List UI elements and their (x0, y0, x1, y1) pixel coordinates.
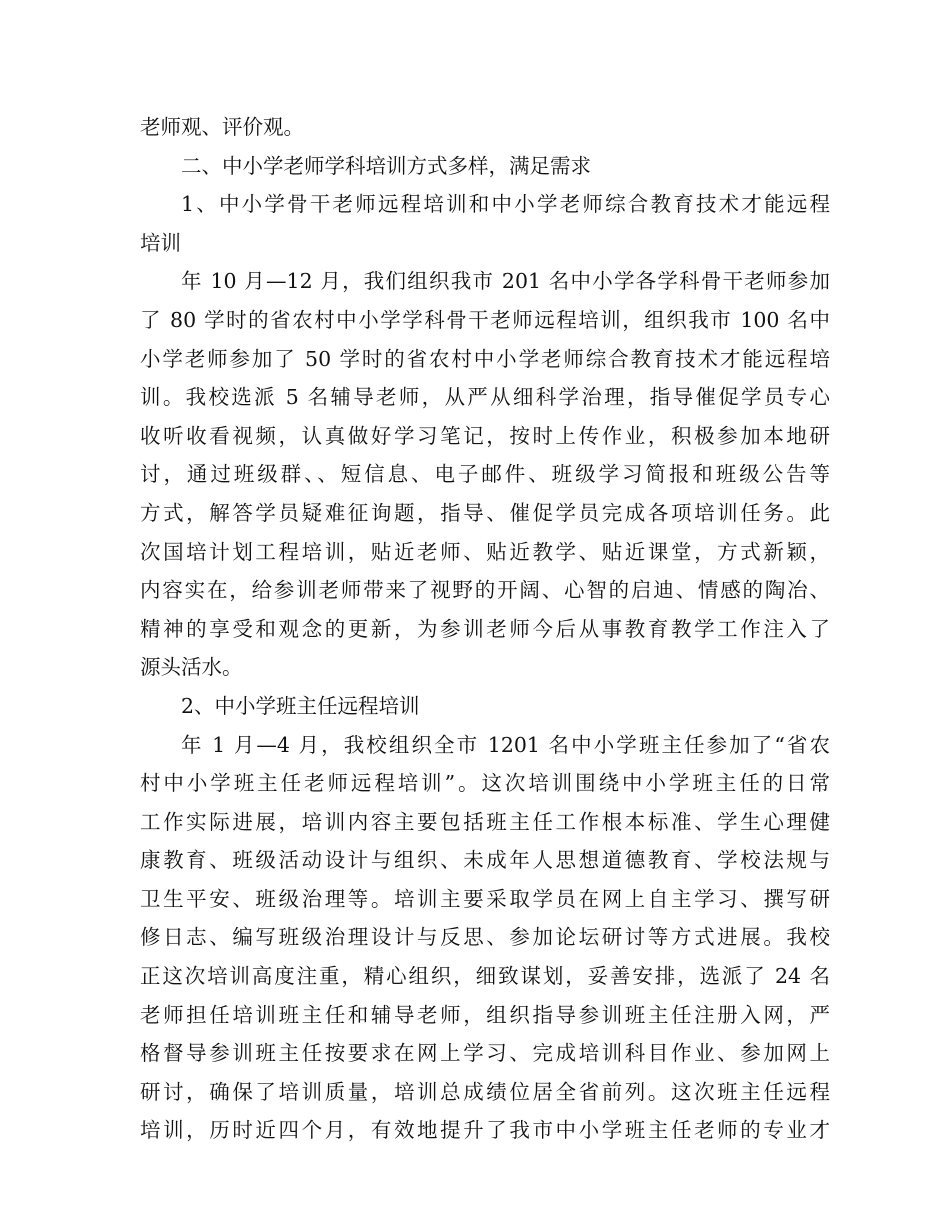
paragraph-line: 工作实际进展，培训内容主要包括班主任工作根本标准、学生心理健 (140, 809, 830, 834)
subsection-heading: 1、中小学骨干老师远程培训和中小学老师综合教育技术才能远程 (181, 192, 830, 217)
section-heading: 二、中小学老师学科培训方式多样，满足需求 (181, 153, 591, 178)
paragraph-line: 正这次培训高度注重，精心组织，细致谋划，妥善安排，选派了 24 名 (140, 964, 830, 989)
paragraph-line: 精神的享受和观念的更新，为参训老师今后从事教育教学工作注入了 (140, 616, 830, 641)
paragraph-line: 收听收看视频，认真做好学习笔记，按时上传作业，积极参加本地研 (140, 423, 830, 448)
paragraph-line: 研讨，确保了培训质量，培训总成绩位居全省前列。这次班主任远程 (140, 1079, 830, 1104)
paragraph-line: 小学老师参加了 50 学时的省农村中小学老师综合教育技术才能远程培 (140, 346, 830, 371)
paragraph-line: 格督导参训班主任按要求在网上学习、完成培训科目作业、参加网上 (140, 1041, 830, 1066)
paragraph-line: 训。我校选派 5 名辅导老师，从严从细科学治理，指导催促学员专心 (140, 385, 830, 410)
paragraph-line: 修日志、编写班级治理设计与反思、参加论坛研讨等方式进展。我校 (140, 925, 830, 950)
paragraph-line: 年 1 月—4 月，我校组织全市 1201 名中小学班主任参加了“省农 (181, 732, 830, 757)
paragraph-line: 卫生平安、班级治理等。培训主要采取学员在网上自主学习、撰写研 (140, 886, 830, 911)
subsection-heading: 2、中小学班主任远程培训 (181, 693, 420, 718)
paragraph-line: 村中小学班主任老师远程培训”。这次培训围绕中小学班主任的日常 (140, 771, 830, 796)
paragraph-line: 了 80 学时的省农村中小学学科骨干老师远程培训，组织我市 100 名中 (140, 307, 830, 332)
paragraph-line: 老师担任培训班主任和辅导老师，组织指导参训班主任注册入网，严 (140, 1002, 830, 1027)
subsection-heading-continuation: 培训 (140, 230, 181, 255)
body-text (140, 108, 830, 1150)
paragraph-line: 老师观、评价观。 (140, 115, 304, 139)
paragraph-line: 年 10 月—12 月，我们组织我市 201 名中小学各学科骨干老师参加 (181, 269, 830, 294)
paragraph-line: 内容实在，给参训老师带来了视野的开阔、心智的启迪、情感的陶冶、 (140, 578, 830, 603)
paragraph-line: 康教育、班级活动设计与组织、未成年人思想道德教育、学校法规与 (140, 848, 830, 873)
paragraph-line: 源头活水。 (140, 655, 243, 680)
paragraph-line: 讨，通过班级群、、短信息、电子邮件、班级学习简报和班级公告等 (140, 462, 830, 487)
paragraph-line: 方式，解答学员疑难征询题，指导、催促学员完成各项培训任务。此 (140, 500, 830, 525)
paragraph-line: 培训，历时近四个月，有效地提升了我市中小学班主任老师的专业才 (140, 1118, 830, 1143)
paragraph-line: 次国培计划工程培训，贴近老师、贴近教学、贴近课堂，方式新颖， (140, 539, 830, 564)
